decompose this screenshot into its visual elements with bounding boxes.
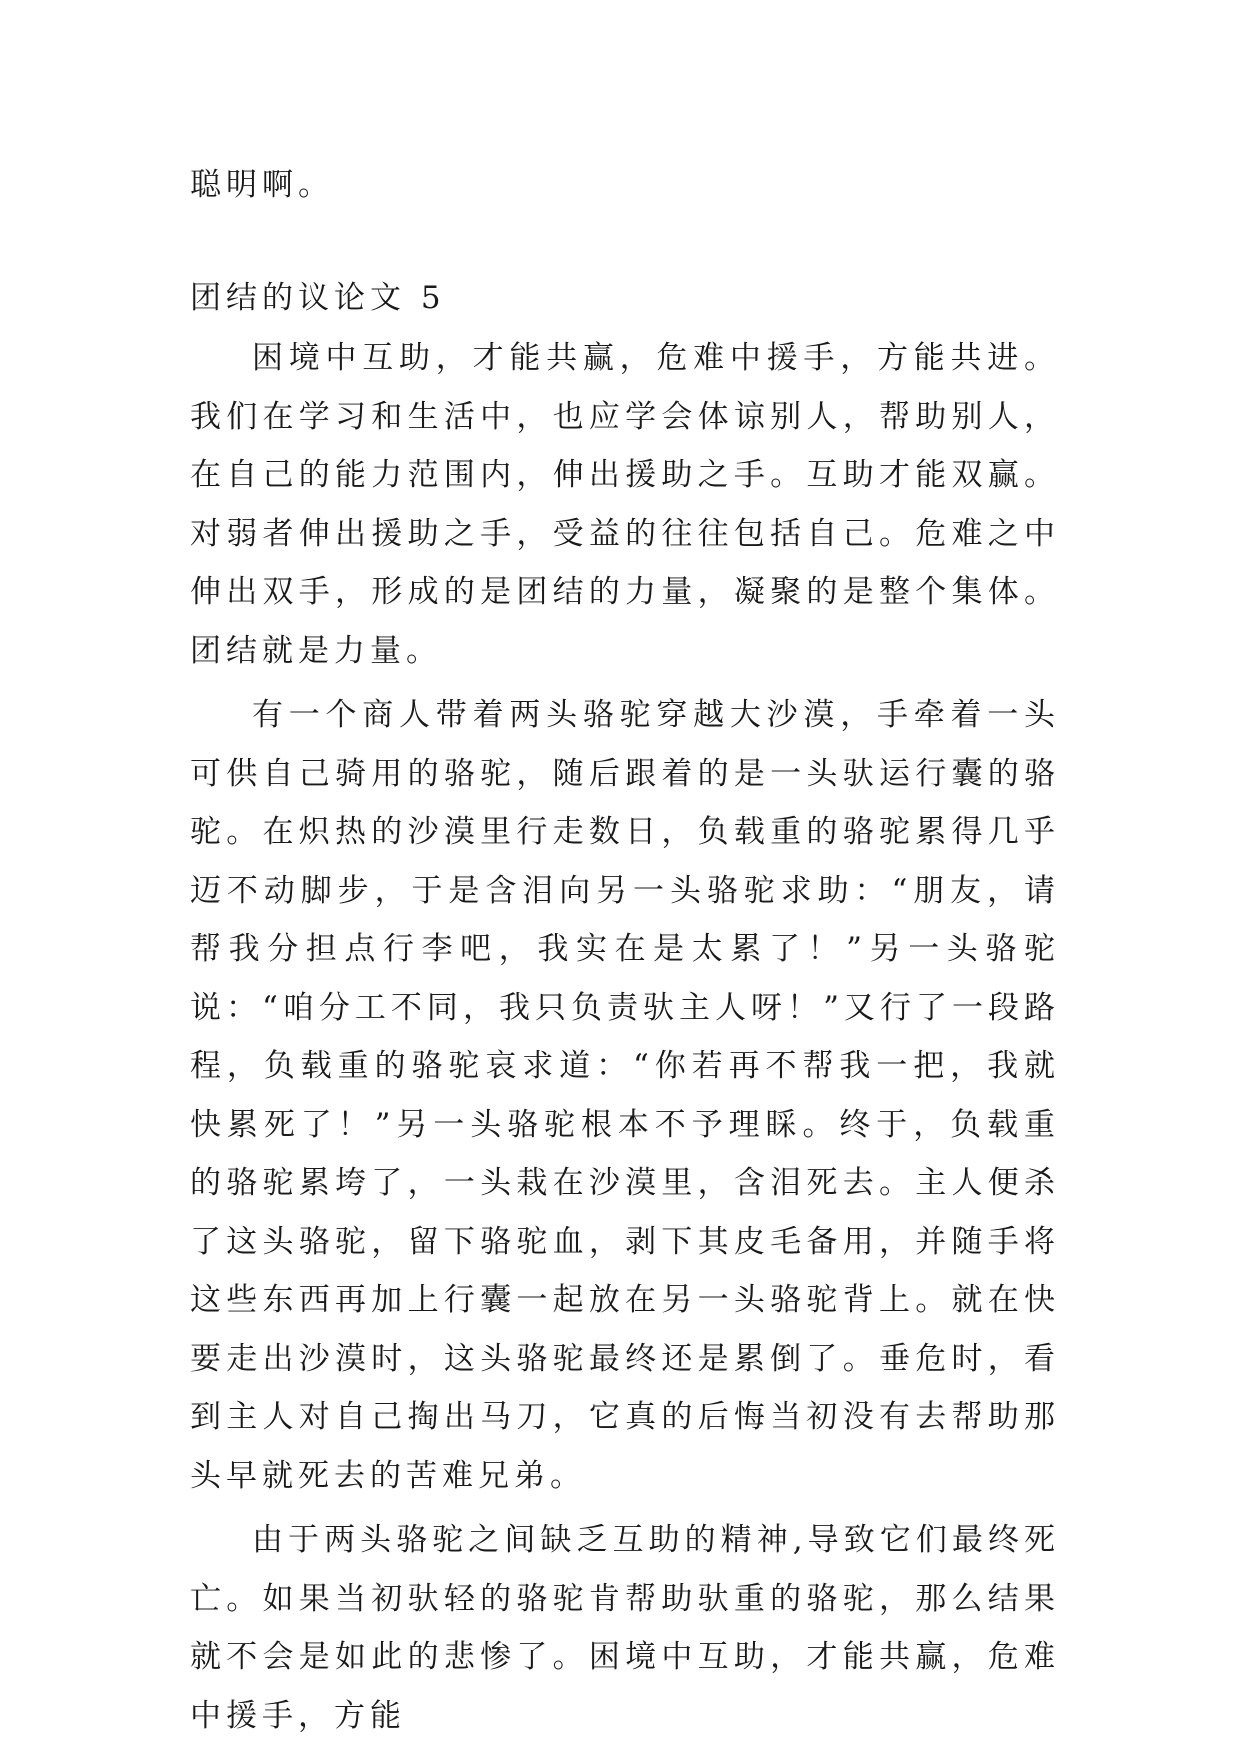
- section-title: 团结的议论文 5: [190, 279, 446, 316]
- paragraph-camel-story: 有一个商人带着两头骆驼穿越大沙漠，手牵着一头可供自己骑用的骆驼，随后跟着的是一头驮运行囊的骆驼。在炽热的沙漠里行走数日，负载重的骆驼累得几乎迈不动脚步，于是含泪向另一头骆驼求助：“朋友，请帮我分担点行李吧，我实在是太累了！”另一头骆驼说：“咱分工不同，我只负责驮主人呀！”又行了一段路程，负载重的骆驼哀求道：“你若再不帮我一把，我就快累死了！”另一头骆驼根本不予理睬。终于，负载重的骆驼累垮了，一头栽在沙漠里，含泪死去。主人便杀了这头骆驼，留下骆驼血，剥下其皮毛备用，并随手将这些东西再加上行囊一起放在另一头骆驼背上。就在快要走出沙漠时，这头骆驼最终还是累倒了。垂危时，看到主人对自己掏出马刀，它真的后悔当初没有去帮助那头早就死去的苦难兄弟。: [190, 697, 1060, 1494]
- document-body: [190, 156, 1060, 1745]
- paragraph-intro: 困境中互助，才能共赢，危难中援手，方能共进。我们在学习和生活中，也应学会体谅别人，帮助别人，在自己的能力范围内，伸出援助之手。互助才能双赢。对弱者伸出援助之手，受益的往往包括自己。危难之中伸出双手，形成的是团结的力量，凝聚的是整个集体。团结就是力量。: [190, 340, 1060, 669]
- paragraph-conclusion: 由于两头骆驼之间缺乏互助的精神,导致它们最终死亡。如果当初驮轻的骆驼肯帮助驮重的骆驼，那么结果就不会是如此的悲惨了。困境中互助，才能共赢，危难中援手，方能: [190, 1522, 1060, 1734]
- continued-line: 聪明啊。: [190, 167, 334, 203]
